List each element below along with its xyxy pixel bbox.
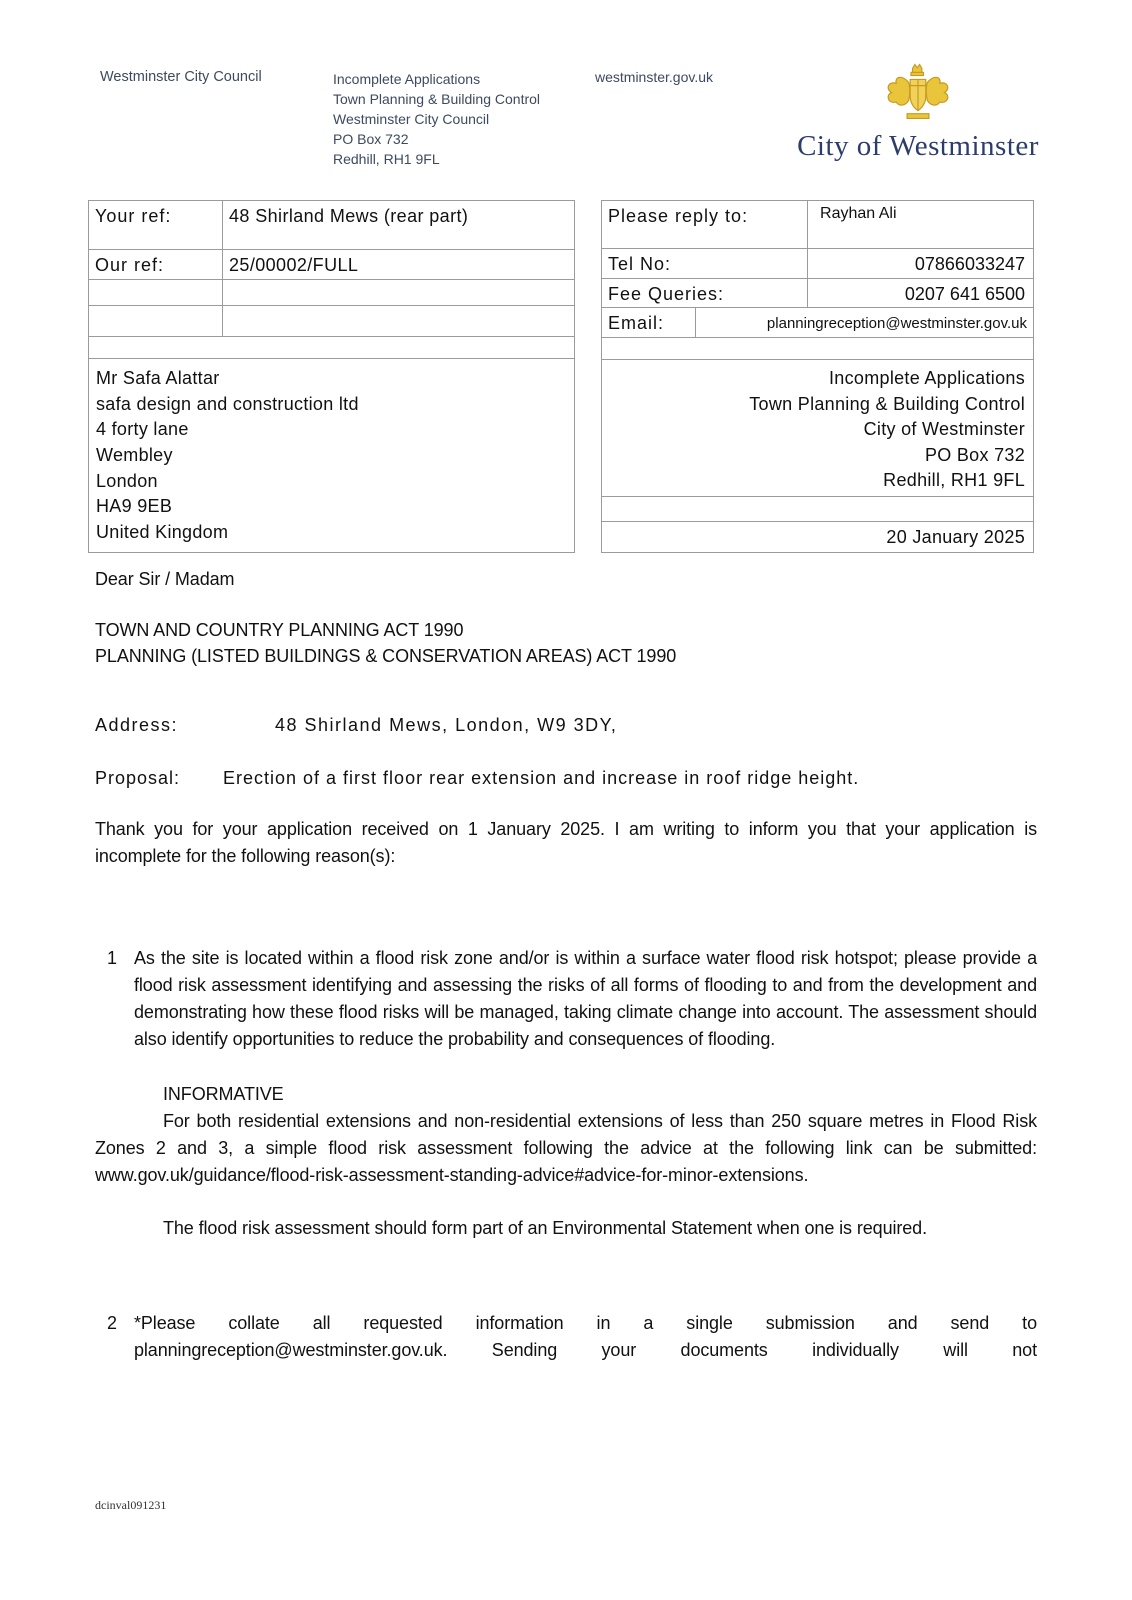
sender-line: Incomplete Applications (829, 368, 1026, 388)
sender-line: Town Planning & Building Control (749, 393, 1026, 414)
address-value: 48 Shirland Mews, London, W9 3DY, (275, 715, 618, 735)
proposal-value: Erection of a first floor rear extension and increase in roof ridge height. (223, 768, 860, 788)
act-line: TOWN AND COUNTRY PLANNING ACT 1990 (95, 620, 464, 640)
acts-heading (95, 617, 1037, 669)
fee-queries-label: Fee Queries: (602, 279, 808, 308)
reply-to-label: Please reply to: (602, 201, 808, 249)
council-name: Westminster City Council (100, 69, 262, 85)
item-text: As the site is located within a flood risk zone and/or is within a surface water flood risk hotspot; please provide a flood risk assessment identifying and assessing the risks of all forms of flooding to and from the development and demonstrating how these flood risks will be managed, taking climate change into account. The assessment should also identify opportunities to reduce the probability and consequences of flooding. (134, 948, 1037, 1049)
website-url: westminster.gov.uk (595, 69, 714, 85)
sender-address-block (602, 360, 1034, 497)
letterhead (100, 62, 1060, 169)
dept-line: PO Box 732 (333, 131, 409, 147)
empty-cell (89, 305, 223, 336)
logo-wordmark: City of Westminster (797, 130, 1039, 162)
act-line: PLANNING (LISTED BUILDINGS & CONSERVATION AREAS) ACT 1990 (95, 646, 677, 666)
item-number: 2 (107, 1313, 117, 1333)
recipient-line: London (96, 470, 158, 491)
recipient-line: Wembley (96, 445, 173, 466)
spacer-cell (602, 338, 1034, 360)
recipient-line: 4 forty lane (96, 419, 189, 440)
reference-table-right (601, 200, 1034, 553)
intro-paragraph: Thank you for your application received on 1 January 2025. I am writing to inform you that your application is incomplete for the following reason(s): (95, 819, 1037, 866)
table-gap (575, 200, 601, 553)
reference-table-left (88, 200, 575, 553)
reason-item-1 (95, 945, 1037, 1053)
empty-cell (602, 496, 1034, 521)
department-address (333, 62, 595, 169)
item-number: 1 (107, 948, 117, 968)
reason-item-2 (95, 1310, 1037, 1364)
city-of-westminster-logo (788, 62, 1048, 169)
recipient-line: United Kingdom (96, 522, 229, 543)
recipient-line: Mr Safa Alattar (96, 367, 220, 388)
item-text: *Please collate all requested information in a single submission and send to planningreception@westminster.gov.uk. Sending your documents individually will not (134, 1313, 1037, 1360)
our-ref-label: Our ref: (89, 249, 223, 280)
reply-to-value: Rayhan Ali (808, 201, 1034, 249)
empty-cell (223, 305, 575, 336)
your-ref-value: 48 Shirland Mews (rear part) (223, 201, 575, 250)
spacer-cell (89, 336, 575, 358)
site-address-row (95, 712, 1037, 739)
dept-line: Redhill, RH1 9FL (333, 151, 440, 167)
informative-paragraph: For both residential extensions and non-residential extensions of less than 250 square metres in Flood Risk Zones 2 and 3, a simple flood risk assessment following the advice at the following link can be submitted: www.gov.uk/guidance/flood-risk-assessment-standing-advice#advice-for-minor-extensions. (95, 1111, 1037, 1185)
proposal-label: Proposal: (95, 768, 181, 788)
your-ref-label: Your ref: (89, 201, 223, 250)
address-label: Address: (95, 715, 179, 735)
fee-queries-value: 0207 641 6500 (808, 279, 1034, 308)
sender-line: City of Westminster (863, 419, 1026, 439)
dept-line: Incomplete Applications (333, 71, 481, 87)
letter-date: 20 January 2025 (602, 521, 1034, 552)
recipient-line: HA9 9EB (96, 496, 173, 517)
recipient-address-block (89, 358, 575, 552)
dept-line: Westminster City Council (333, 111, 490, 127)
letter-body (95, 543, 1037, 1364)
recipient-line: safa design and construction ltd (96, 393, 359, 414)
empty-cell (223, 280, 575, 305)
email-label: Email: (602, 308, 696, 338)
document-code: dcinval091231 (95, 1498, 167, 1512)
email-value: planningreception@westminster.gov.uk (696, 308, 1034, 338)
sender-line: Redhill, RH1 9FL (883, 470, 1026, 490)
reference-table (88, 200, 1034, 553)
informative-heading: INFORMATIVE (163, 1084, 284, 1104)
proposal-row (95, 765, 1037, 792)
our-ref-value: 25/00002/FULL (223, 249, 575, 280)
tel-label: Tel No: (602, 249, 808, 279)
coat-of-arms-icon (879, 62, 957, 128)
sender-line: PO Box 732 (924, 444, 1026, 465)
informative-note: The flood risk assessment should form part of an Environmental Statement when one is required. (163, 1218, 927, 1238)
empty-cell (89, 280, 223, 305)
tel-value: 07866033247 (808, 249, 1034, 279)
salutation: Dear Sir / Madam (95, 569, 235, 589)
dept-line: Town Planning & Building Control (333, 91, 541, 107)
